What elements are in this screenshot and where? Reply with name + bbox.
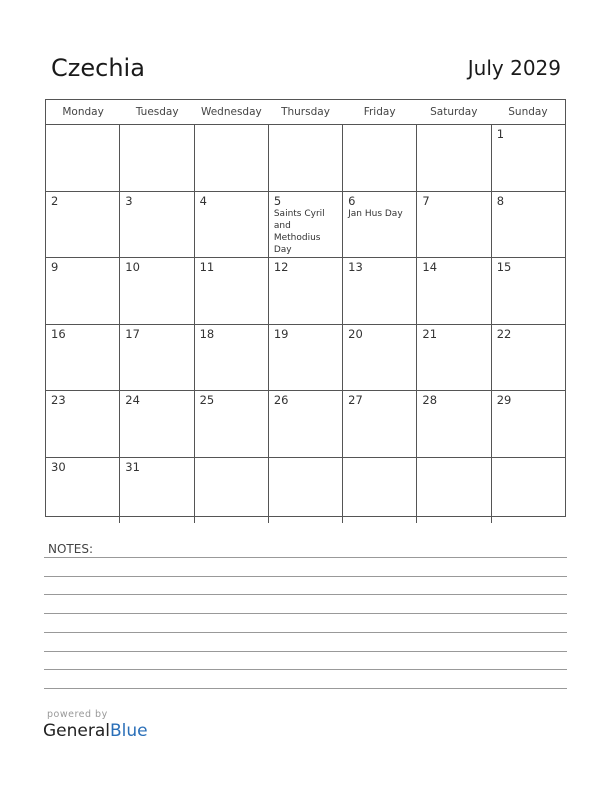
notes-line <box>44 613 567 614</box>
day-cell <box>492 125 565 191</box>
day-cell <box>195 192 269 258</box>
day-number: 12 <box>273 260 289 274</box>
day-cell <box>269 258 343 324</box>
week-row <box>46 125 565 192</box>
day-number: 5 <box>273 193 282 208</box>
day-number: 24 <box>125 393 140 407</box>
day-cell <box>195 391 269 457</box>
day-number: 16 <box>51 326 66 341</box>
day-cell <box>120 325 194 391</box>
day-cell <box>343 258 417 324</box>
notes-line <box>44 557 567 558</box>
country-title: Czechia <box>51 54 145 82</box>
day-cell <box>492 458 565 524</box>
day-number: 28 <box>422 393 438 407</box>
day-number: 19 <box>273 326 289 341</box>
weekday-label: Thursday <box>281 106 330 118</box>
day-number: 8 <box>496 193 505 208</box>
day-number: 3 <box>125 193 133 208</box>
week-row <box>46 458 565 524</box>
day-number: 9 <box>51 260 59 274</box>
month-title: July 2029 <box>467 56 561 80</box>
day-number: 25 <box>199 393 215 407</box>
day-cell <box>492 391 565 457</box>
day-cell <box>343 192 417 258</box>
day-cell <box>269 458 343 524</box>
day-number: 20 <box>348 326 363 341</box>
day-number: 11 <box>199 260 215 274</box>
day-number: 29 <box>496 393 512 407</box>
day-number: 17 <box>125 326 140 341</box>
day-cell <box>417 258 491 324</box>
day-number: 21 <box>422 326 438 341</box>
day-cell <box>120 192 194 258</box>
day-cell <box>120 258 194 324</box>
day-cell <box>417 325 491 391</box>
day-number: 7 <box>422 193 430 208</box>
day-number: 26 <box>273 393 289 407</box>
brand-general: General <box>43 721 110 741</box>
day-cell <box>195 258 269 324</box>
day-number: 18 <box>199 326 215 341</box>
day-cell <box>492 325 565 391</box>
notes-line <box>44 576 567 577</box>
day-cell <box>46 325 120 391</box>
day-cell <box>120 458 194 524</box>
day-cell <box>269 192 343 258</box>
day-cell <box>195 125 269 191</box>
holiday-label: Saints Cyril and Methodius Day <box>273 208 325 255</box>
weekday-label: Friday <box>363 106 396 118</box>
day-cell <box>269 391 343 457</box>
day-number: 13 <box>348 260 363 274</box>
day-cell <box>46 458 120 524</box>
weekday-label: Sunday <box>508 106 548 118</box>
day-cell <box>269 125 343 191</box>
day-number: 15 <box>496 260 512 274</box>
notes-line <box>44 632 567 633</box>
day-cell <box>195 325 269 391</box>
notes-line <box>44 688 567 689</box>
day-cell <box>417 125 491 191</box>
day-cell <box>492 258 565 324</box>
day-number: 14 <box>422 260 438 274</box>
calendar-grid <box>45 99 566 517</box>
day-number: 23 <box>51 393 66 407</box>
week-row <box>46 325 565 392</box>
day-number: 6 <box>348 193 356 208</box>
day-cell <box>269 325 343 391</box>
day-cell <box>343 391 417 457</box>
day-cell <box>120 391 194 457</box>
brand-logo <box>43 721 148 741</box>
brand-blue: Blue <box>110 721 148 741</box>
weekday-label: Monday <box>62 106 104 118</box>
day-number: 1 <box>496 127 505 141</box>
day-cell <box>417 391 491 457</box>
notes-label: NOTES: <box>48 542 93 556</box>
notes-line <box>44 594 567 595</box>
week-row <box>46 192 565 259</box>
day-number: 22 <box>496 326 512 341</box>
day-cell <box>492 192 565 258</box>
day-number: 31 <box>125 459 140 474</box>
day-cell <box>195 458 269 524</box>
day-cell <box>46 192 120 258</box>
day-cell <box>46 258 120 324</box>
weekday-label: Wednesday <box>200 106 262 118</box>
day-cell <box>343 325 417 391</box>
week-row <box>46 258 565 325</box>
day-cell <box>343 458 417 524</box>
day-number: 2 <box>51 193 59 208</box>
day-cell <box>46 391 120 457</box>
weekday-label: Tuesday <box>135 106 179 118</box>
day-cell <box>46 125 120 191</box>
day-number: 10 <box>125 260 140 274</box>
week-row <box>46 391 565 458</box>
day-number: 30 <box>51 459 66 474</box>
notes-line <box>44 669 567 670</box>
day-number: 27 <box>348 393 363 407</box>
notes-line <box>44 651 567 652</box>
day-cell <box>343 125 417 191</box>
powered-by-text: powered by <box>47 709 108 720</box>
day-cell <box>417 458 491 524</box>
day-number: 4 <box>199 193 207 208</box>
holiday-label: Jan Hus Day <box>348 208 403 219</box>
weekday-label: Saturday <box>430 106 478 118</box>
day-cell <box>417 192 491 258</box>
weekday-header <box>46 100 565 125</box>
day-cell <box>120 125 194 191</box>
